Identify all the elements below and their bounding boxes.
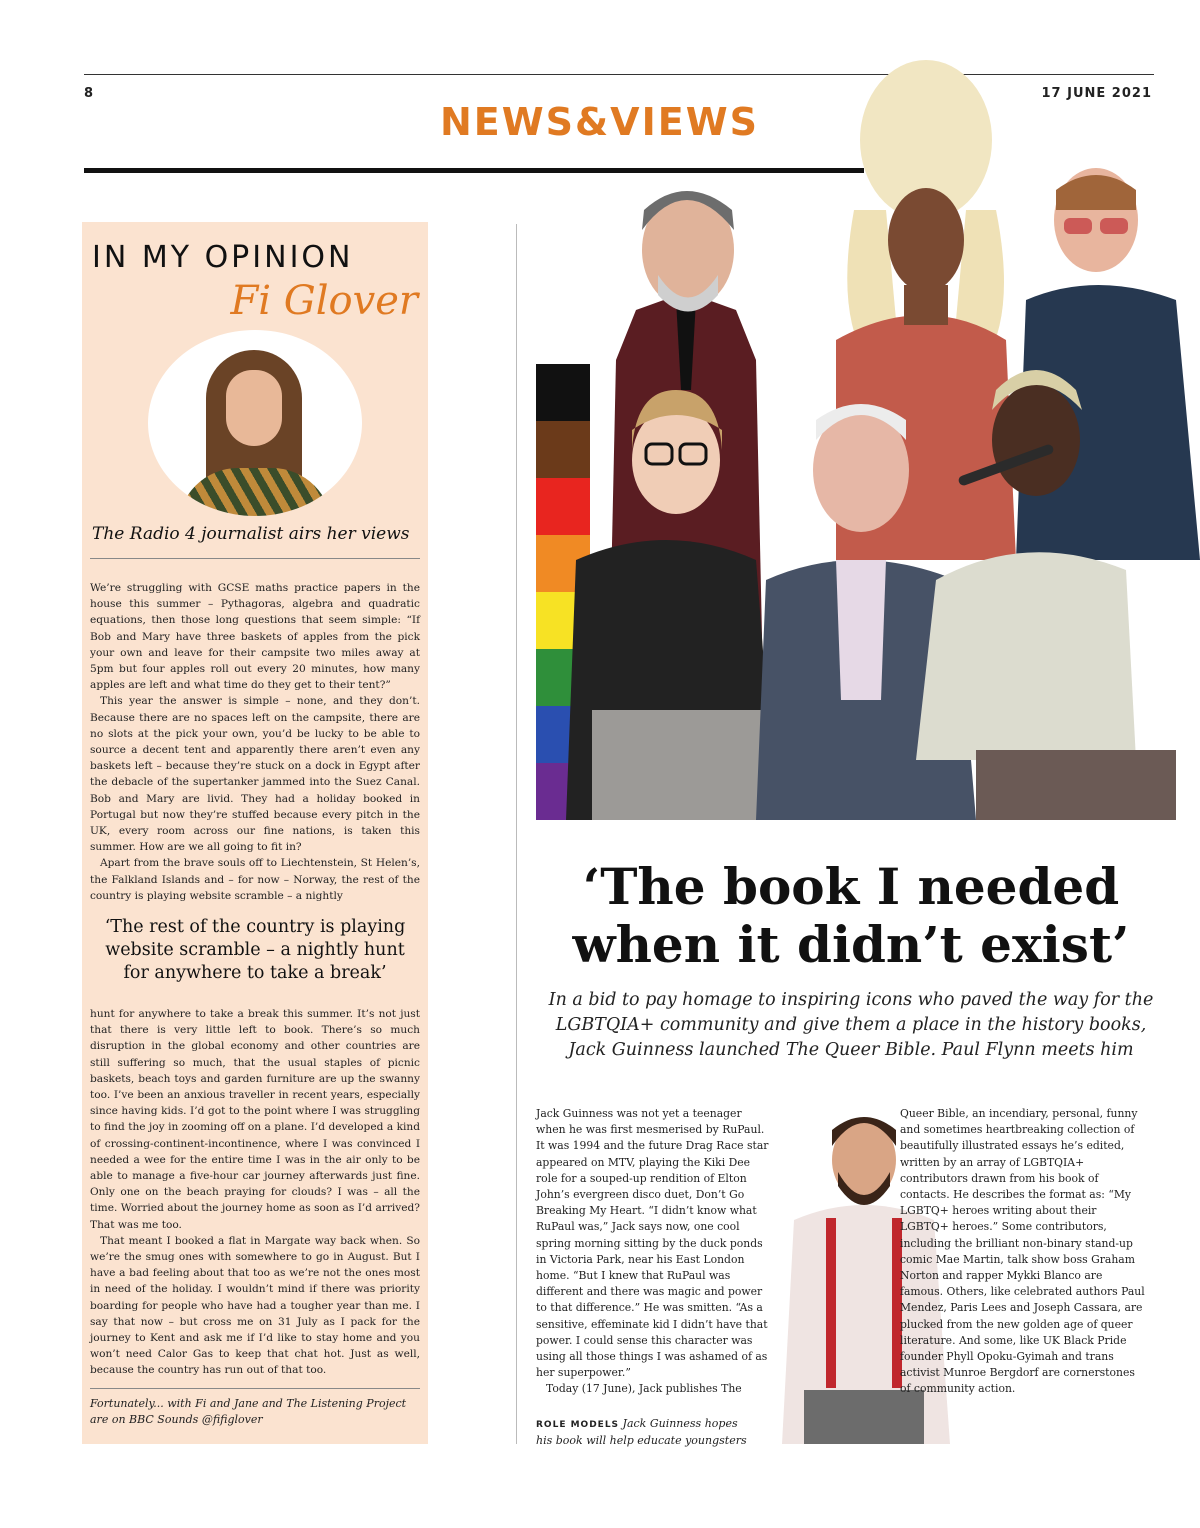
body-paragraph: Today (17 June), Jack publishes The [546, 1382, 742, 1396]
body-paragraph: hunt for anywhere to take a break this summer. It’s not just that there is very little left to book. There’s so much disruption in the global economy and other countries are still suffering so much, that the usual staples of picnic baskets, beach toys and garden furniture are up the swanny too. I’ve been an anxious traveller in recent years, especially since having kids. I’d got to the point where I was struggling to find the joy in zooming off on a plane. I’d developed a kind of crossing-continent-incontinence, where I was convinced I needed a wee for the entire time I was in the air only to be able to manage a five-hour car journey afterwards just fine. Only one on the beach praying for clouds? I was – all the time. Worried about the journey home as soon as I’d arrived? That was me too. [90, 1008, 420, 1231]
feature-standfirst: In a bid to pay homage to inspiring icons who paved the way for the LGBTQIA+ community and give them a place in the history books, Jack Guinness launched The Queer Bible. Paul Flynn meets him [548, 990, 1154, 1060]
opinion-body-top [90, 580, 420, 904]
issue-date: 17 JUNE 2021 [1041, 86, 1152, 101]
opinion-body-bottom [90, 1006, 420, 1379]
feature-headline: ‘The book I needed when it didn’t exist’ [572, 857, 1130, 974]
collage-figures [536, 60, 1200, 820]
column-divider [516, 224, 517, 1444]
body-paragraph: That meant I booked a flat in Margate way back when. So we’re the smug ones with somewhere to go in August. But I have a bad feeling about that too as we’re not the ones most in need of the holiday. I wouldn’t mind if there was priority boarding for people who have had a tougher year than me. I say that now – but cross me on 31 July as I pack for the journey to Kent and ask me if I’d like to stay home and you won’t need Calor Gas to keep that chat hot. Just as well, because the country has run out of that too. [90, 1234, 420, 1377]
section-masthead: NEWS&VIEWS [440, 100, 759, 144]
photo-collage [536, 60, 1200, 820]
figure-elton-john [1016, 168, 1200, 560]
body-paragraph: Apart from the brave souls off to Liechtenstein, St Helen’s, the Falkland Islands and – for now – Norway, the rest of the country is playing website scramble – a nightly [90, 857, 420, 902]
page-number: 8 [84, 86, 94, 101]
footer-rule [90, 1388, 420, 1389]
body-paragraph: Jack Guinness was not yet a teenager when he was first mesmerised by RuPaul. It was 1994 and the future Drag Race star appeared on MTV, playing the Kiki Dee role for a souped-up rendition of Elton John’s evergreen disco duet, Don’t Go Breaking My Heart. “I didn’t know what RuPaul was,” Jack says now, one cool spring morning sitting by the duck ponds in Victoria Park, near his East London home. “But I knew that RuPaul was different and there was magic and power to that difference.” He was smitten. “As a sensitive, effeminate kid I didn’t have that power. I could sense this character was using all those things I was ashamed of as her superpower.” [536, 1107, 769, 1380]
body-paragraph: This year the answer is simple – none, and they don’t. Because there are no spaces left on the campsite, there are no slots at the pick your own, you’d be lucky to be able to source a decent tent and apparently there aren’t even any baskets left – because they’re stuck on a dock in Egypt after the debacle of the supertanker jammed into the Suez Canal. Bob and Mary are livid. They had a holiday booked in Portugal but now they’re stuffed because every pitch in the UK, every room across our fine nations, is taken this summer. How are we all going to fit in? [90, 695, 420, 854]
body-paragraph: We’re struggling with GCSE maths practice papers in the house this summer – Pythagoras, algebra and quadratic equations, then those long questions that seem simple: “If Bob and Mary have three baskets of apples from the pick your own and leave for their campsite two miles away at 5pm but four apples roll out every 20 minutes, how many apples are left and what time do they get to their tent?” [90, 582, 420, 692]
opinion-author: Fi Glover [230, 278, 418, 324]
author-portrait [148, 330, 362, 516]
opinion-column [82, 222, 428, 1444]
feature-column-2 [900, 1106, 1148, 1398]
photo-caption [536, 1416, 756, 1449]
feature-column-1 [536, 1106, 772, 1398]
caption-text: Jack Guinness hopes his book will help educate youngsters [536, 1417, 747, 1447]
opinion-kicker: IN MY OPINION [92, 240, 354, 275]
pull-quote: ‘The rest of the country is playing website scramble – a nightly hunt for anywhere to take a break’ [104, 917, 406, 983]
caption-label: ROLE MODELS [536, 1420, 620, 1430]
opinion-footer: Fortunately... with Fi and Jane and The Listening Project are on BBC Sounds @fifiglover [90, 1397, 407, 1426]
body-paragraph: Queer Bible, an incendiary, personal, funny and sometimes heartbreaking collection of beautifully illustrated essays he’s edited, written by an array of LGBTQIA+ contributors drawn from his book of contacts. He describes the format as: “My LGBTQ+ heroes writing about their LGBTQ+ heroes.” Some contributors, including the brilliant non-binary stand-up comic Mae Martin, talk show boss Graham Norton and rapper Mykki Blanco are famous. Others, like celebrated authors Paul Mendez, Paris Lees and Joseph Cassara, are plucked from the new golden age of queer literature. And some, like UK Black Pride founder Phyll Opoku-Gyimah and trans activist Munroe Bergdorf are cornerstones of community action. [900, 1107, 1145, 1396]
opinion-standfirst: The Radio 4 journalist airs her views [92, 524, 410, 544]
opinion-rule [90, 558, 420, 559]
